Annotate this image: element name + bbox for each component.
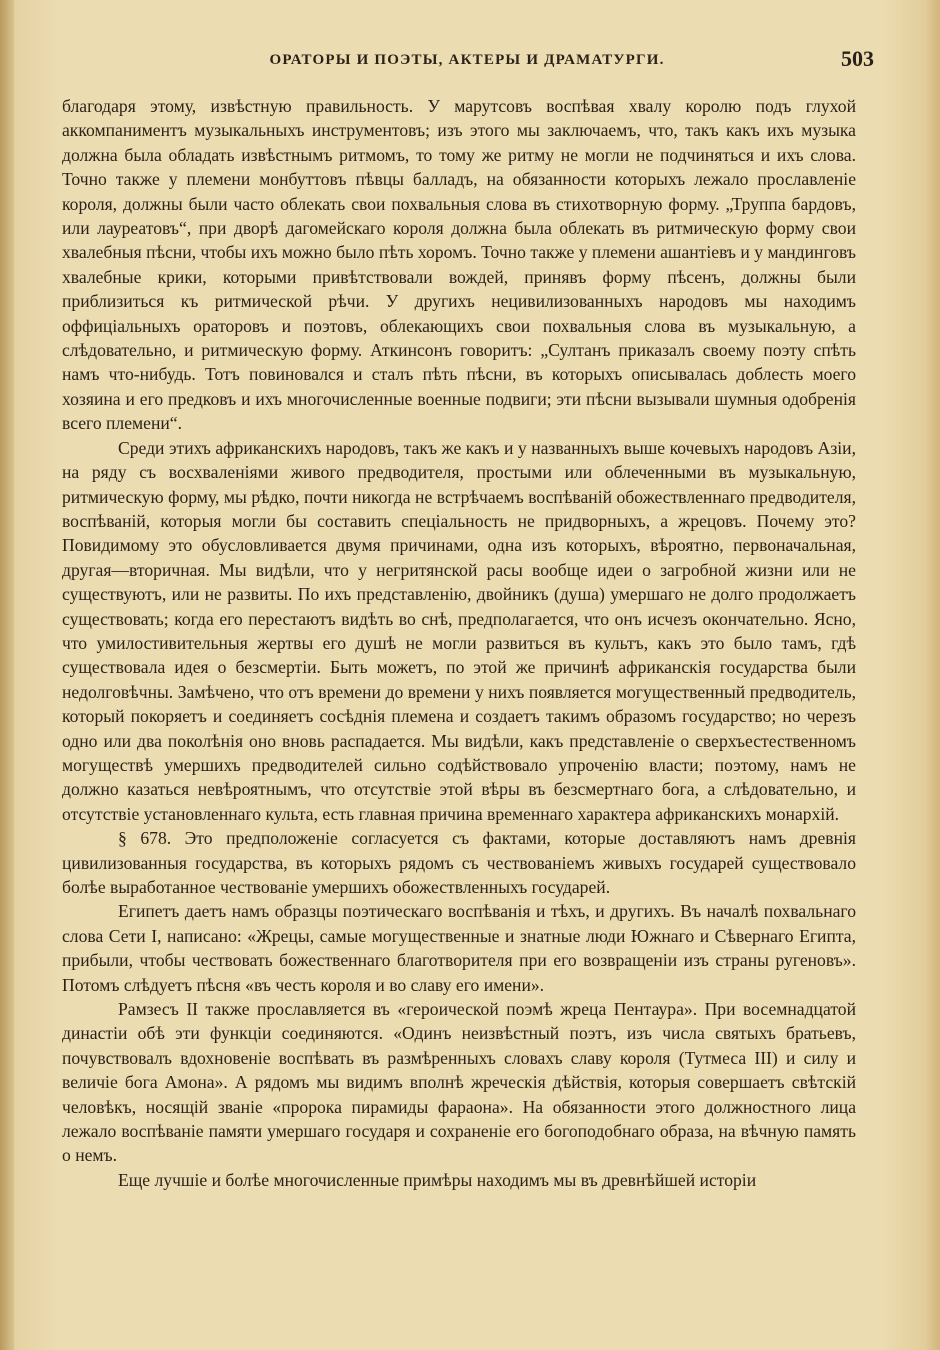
- running-head: [60, 46, 874, 74]
- paragraph-5: Рамзесъ II также прославляется въ «героической поэмѣ жреца Пентаура». При восемнадцатой династіи обѣ эти функціи соединяются. «Одинъ неизвѣстный поэтъ, изъ числа святыхъ братьевъ, почувствовалъ вдохновеніе воспѣвать въ размѣренныхъ словахъ славу короля (Тутмеса III) и силу и величіе бога Амона». А рядомъ мы видимъ вполнѣ жреческія дѣйствія, которыя совершаетъ свѣтскій человѣкъ, носящій званіе «пророка пирамиды фараона». На обязанности этого должностного лица лежало воспѣваніе памяти умершаго государя и сохраненіе его богоподобнаго образа, на вѣчную память о немъ.: [62, 999, 856, 1166]
- page-gutter-shadow: [0, 0, 14, 1350]
- page-number: 503: [841, 46, 874, 71]
- paragraph-1: благодаря этому, извѣстную правильность. У марутсовъ воспѣвая хвалу королю подъ глухой аккомпаниментъ музыкальныхъ инструментовъ; изъ этого мы заключаемъ, что, такъ какъ ихъ музыка должна была обладать извѣстнымъ ритмомъ, то тому же ритму не могли не подчиняться и ихъ слова. Точно также у племени монбуттовъ пѣвцы балладъ, на обязанности которыхъ лежало прославленіе короля, должны были часто облекать свои похвальныя слова въ стихотворную форму. „Труппа бардовъ, или лауреатовъ“, при дворѣ дагомейскаго короля должна была облекать въ ритмическую форму свои хвалебныя пѣсни, чтобы ихъ можно было пѣть хоромъ. Точно также у племени ашантіевъ и у мандинговъ хвалебные крики, которыми привѣтствовали вождей, принявъ форму пѣсенъ, должны были приблизиться къ ритмической рѣчи. У другихъ нецивилизованныхъ народовъ мы находимъ оффиціальныхъ ораторовъ и поэтовъ, облекающихъ свои похвальныя слова въ музыкальную, а слѣдовательно, и ритмическую форму. Аткинсонъ говоритъ: „Султанъ приказалъ своему поэту спѣть намъ что-нибудь. Тотъ повиновался и сталъ пѣть пѣсни, въ которыхъ описывалась доблесть моего хозяина и его предковъ и ихъ многочисленные военные подвиги; эти пѣсни вызывали шумныя одобренія всего племени“.: [62, 96, 857, 434]
- paragraph-3-section-678: § 678. Это предположеніе согласуется съ фактами, которые доставляютъ намъ древнія цивилизованныя государства, въ которыхъ рядомъ съ чествованіемъ живыхъ государей существовало болѣе выработанное чествованіе умершихъ обожествленныхъ государей.: [62, 828, 856, 897]
- running-title: ОРАТОРЫ И ПОЭТЫ, АКТЕРЫ И ДРАМАТУРГИ.: [269, 52, 665, 68]
- page-body-text: [62, 94, 856, 1192]
- paragraph-4: Египетъ даетъ намъ образцы поэтическаго воспѣванія и тѣхъ, и другихъ. Въ началѣ похвальнаго слова Сети I, написано: «Жрецы, самые могущественные и знатные люди Южнаго и Сѣвернаго Египта, прибыли, чтобы чествовать божественнаго благотворителя при его возвращеніи изъ страны ругеновъ». Потомъ слѣдуетъ пѣсня «въ честь короля и во славу его имени».: [62, 901, 856, 995]
- paragraph-6: Еще лучшіе и болѣе многочисленные примѣры находимъ мы въ древнѣйшей исторіи: [118, 1169, 757, 1190]
- paragraph-2: Среди этихъ африканскихъ народовъ, такъ же какъ и у названныхъ выше кочевыхъ народовъ Азіи, на ряду съ восхваленіями живого предводителя, простыми или облеченными въ музыкальную, ритмическую форму, мы рѣдко, почти никогда не встрѣчаемъ воспѣваній обожествленнаго предводителя, воспѣваній, которыя могли бы составить спеціальность не придворныхъ, а жрецовъ. Почему это? Повидимому это обусловливается двумя причинами, одна изъ которыхъ, вѣроятно, первоначальная, другая—вторичная. Мы видѣли, что у негритянской расы вообще идеи о загробной жизни или не существуютъ, или не развиты. По ихъ представленію, двойникъ (душа) умершаго не долго продолжаетъ существовать; когда его перестаютъ видѣть во снѣ, предполагается, что онъ исчезъ окончательно. Ясно, что умилостивительныя жертвы его душѣ не могли развиться въ культъ, какъ это было тамъ, гдѣ существовала идея о безсмертіи. Быть можетъ, по этой же причинѣ африканскія государства были недолговѣчны. Замѣчено, что отъ времени до времени у нихъ появляется могущественный предводитель, который покоряетъ и соединяетъ сосѣднія племена и создаетъ такимъ образомъ государство; но черезъ одно или два поколѣнія оно вновь распадается. Мы видѣли, какъ представленіе о сверхъестественномъ могуществѣ умершихъ предводителей сильно содѣйствовало упроченію власти; поэтому, намъ не должно казаться невѣроятнымъ, что отсутствіе этой вѣры въ безсмертнаго бога, а слѣдовательно, и отсутствіе установленнаго культа, есть главная причина временнаго характера африканскихъ монархій.: [62, 437, 856, 824]
